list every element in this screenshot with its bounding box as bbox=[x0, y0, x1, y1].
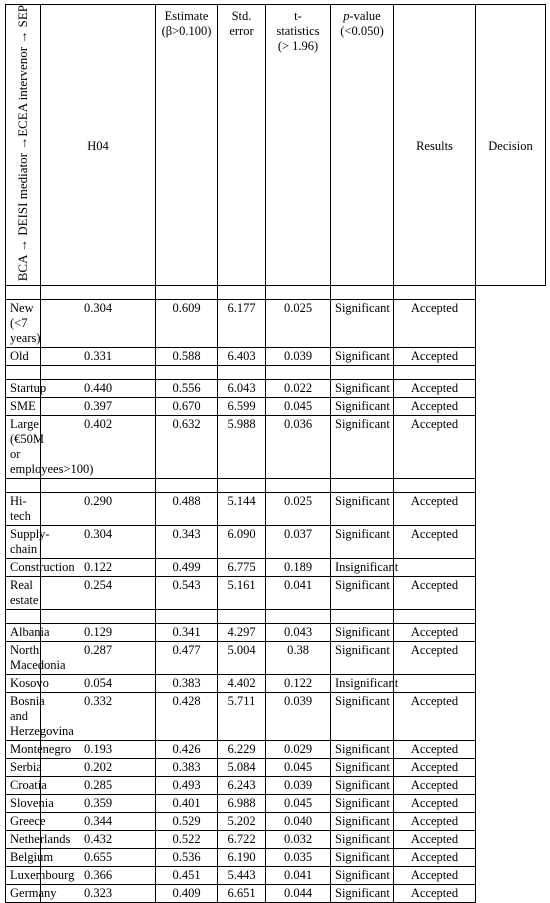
t-statistic-cell: 4.297 bbox=[218, 624, 266, 642]
decision-cell: Accepted bbox=[394, 577, 476, 610]
empty-cell bbox=[266, 286, 331, 300]
std-error-cell: 0.632 bbox=[156, 416, 218, 479]
table-row bbox=[6, 813, 546, 831]
label-cell: Kosovo bbox=[6, 675, 41, 693]
result-cell: Significant bbox=[331, 849, 394, 867]
label-cell: Luxembourg bbox=[6, 867, 41, 885]
p-value-cell: 0.035 bbox=[266, 849, 331, 867]
group-separator-row bbox=[6, 610, 546, 624]
estimate-cell: 0.304 bbox=[41, 300, 156, 348]
label-cell: Serbia bbox=[6, 759, 41, 777]
t-statistic-cell: 5.711 bbox=[218, 693, 266, 741]
table-row bbox=[6, 849, 546, 867]
empty-cell bbox=[394, 286, 476, 300]
result-cell: Significant bbox=[331, 398, 394, 416]
std-error-cell: 0.556 bbox=[156, 380, 218, 398]
result-cell: Significant bbox=[331, 300, 394, 348]
table-row bbox=[6, 526, 546, 559]
results-table-container bbox=[5, 4, 545, 901]
t-statistic-cell: 5.004 bbox=[218, 642, 266, 675]
std-error-cell: 0.522 bbox=[156, 831, 218, 849]
std-error-cell: 0.451 bbox=[156, 867, 218, 885]
empty-cell bbox=[394, 610, 476, 624]
std-error-cell: 0.493 bbox=[156, 777, 218, 795]
hypothesis-results-table bbox=[5, 4, 546, 903]
estimate-cell: 0.054 bbox=[41, 675, 156, 693]
result-cell: Significant bbox=[331, 759, 394, 777]
empty-cell bbox=[394, 366, 476, 380]
t-statistic-cell: 6.403 bbox=[218, 348, 266, 366]
std-error-cell: 0.401 bbox=[156, 795, 218, 813]
t-statistic-cell: 6.722 bbox=[218, 831, 266, 849]
header-estimate-line2: (β>0.100) bbox=[161, 24, 212, 38]
p-value-cell: 0.029 bbox=[266, 741, 331, 759]
table-row bbox=[6, 777, 546, 795]
decision-cell bbox=[394, 675, 476, 693]
result-cell: Significant bbox=[331, 831, 394, 849]
header-pvalue-threshold: (<0.050) bbox=[340, 24, 384, 38]
result-cell: Significant bbox=[331, 813, 394, 831]
decision-cell: Accepted bbox=[394, 398, 476, 416]
estimate-cell: 0.285 bbox=[41, 777, 156, 795]
estimate-cell: 0.254 bbox=[41, 577, 156, 610]
std-error-cell: 0.536 bbox=[156, 849, 218, 867]
result-cell: Significant bbox=[331, 624, 394, 642]
table-row bbox=[6, 741, 546, 759]
decision-cell: Accepted bbox=[394, 759, 476, 777]
estimate-cell: 0.122 bbox=[41, 559, 156, 577]
decision-cell: Accepted bbox=[394, 348, 476, 366]
estimate-cell: 0.397 bbox=[41, 398, 156, 416]
estimate-cell: 0.323 bbox=[41, 885, 156, 903]
estimate-cell: 0.655 bbox=[41, 849, 156, 867]
std-error-cell: 0.499 bbox=[156, 559, 218, 577]
p-value-cell: 0.037 bbox=[266, 526, 331, 559]
table-row bbox=[6, 759, 546, 777]
p-value-cell: 0.044 bbox=[266, 885, 331, 903]
header-hypothesis: H04 bbox=[41, 5, 156, 286]
t-statistic-cell: 6.243 bbox=[218, 777, 266, 795]
t-statistic-cell: 6.177 bbox=[218, 300, 266, 348]
empty-cell bbox=[6, 286, 41, 300]
result-cell: Significant bbox=[331, 642, 394, 675]
estimate-cell: 0.287 bbox=[41, 642, 156, 675]
decision-cell: Accepted bbox=[394, 849, 476, 867]
p-value-cell: 0.022 bbox=[266, 380, 331, 398]
empty-cell bbox=[6, 479, 41, 493]
empty-cell bbox=[331, 286, 394, 300]
estimate-cell: 0.402 bbox=[41, 416, 156, 479]
decision-cell: Accepted bbox=[394, 777, 476, 795]
header-tstat-line1: t- bbox=[294, 9, 302, 23]
result-cell: Significant bbox=[331, 380, 394, 398]
header-decision: Decision bbox=[476, 5, 546, 286]
decision-cell: Accepted bbox=[394, 885, 476, 903]
label-cell: Real estate bbox=[6, 577, 41, 610]
p-value-cell: 0.045 bbox=[266, 398, 331, 416]
table-row bbox=[6, 642, 546, 675]
estimate-cell: 0.366 bbox=[41, 867, 156, 885]
decision-cell: Accepted bbox=[394, 741, 476, 759]
decision-cell: Accepted bbox=[394, 867, 476, 885]
result-cell: Significant bbox=[331, 493, 394, 526]
path-label-cell bbox=[6, 5, 41, 286]
header-pvalue-p: p bbox=[343, 9, 350, 23]
std-error-cell: 0.426 bbox=[156, 741, 218, 759]
label-cell: Netherlands bbox=[6, 831, 41, 849]
table-row bbox=[6, 300, 546, 348]
group-separator-row bbox=[6, 286, 546, 300]
header-stderr-line2: error bbox=[229, 24, 254, 38]
decision-cell: Accepted bbox=[394, 813, 476, 831]
estimate-cell: 0.129 bbox=[41, 624, 156, 642]
p-value-cell: 0.025 bbox=[266, 493, 331, 526]
t-statistic-cell: 5.202 bbox=[218, 813, 266, 831]
table-row bbox=[6, 885, 546, 903]
empty-cell bbox=[218, 479, 266, 493]
result-cell: Significant bbox=[331, 777, 394, 795]
std-error-cell: 0.488 bbox=[156, 493, 218, 526]
t-statistic-cell: 5.443 bbox=[218, 867, 266, 885]
header-tstat-line2: statistics bbox=[276, 24, 320, 38]
header-row bbox=[6, 5, 546, 286]
empty-cell bbox=[266, 610, 331, 624]
t-statistic-cell: 5.161 bbox=[218, 577, 266, 610]
decision-cell bbox=[394, 559, 476, 577]
t-statistic-cell: 6.988 bbox=[218, 795, 266, 813]
empty-cell bbox=[156, 479, 218, 493]
decision-cell: Accepted bbox=[394, 300, 476, 348]
t-statistic-cell: 5.084 bbox=[218, 759, 266, 777]
table-row bbox=[6, 577, 546, 610]
decision-cell: Accepted bbox=[394, 795, 476, 813]
result-cell: Insignificant bbox=[331, 675, 394, 693]
decision-cell: Accepted bbox=[394, 380, 476, 398]
estimate-cell: 0.432 bbox=[41, 831, 156, 849]
label-cell: Large (€50M or employees>100) bbox=[6, 416, 41, 479]
header-p-value bbox=[331, 5, 394, 286]
estimate-cell: 0.193 bbox=[41, 741, 156, 759]
p-value-cell: 0.041 bbox=[266, 867, 331, 885]
std-error-cell: 0.409 bbox=[156, 885, 218, 903]
table-row bbox=[6, 675, 546, 693]
p-value-cell: 0.045 bbox=[266, 795, 331, 813]
empty-cell bbox=[266, 366, 331, 380]
table-row bbox=[6, 416, 546, 479]
empty-cell bbox=[394, 479, 476, 493]
p-value-cell: 0.039 bbox=[266, 348, 331, 366]
std-error-cell: 0.609 bbox=[156, 300, 218, 348]
label-cell: Supply-chain bbox=[6, 526, 41, 559]
estimate-cell: 0.440 bbox=[41, 380, 156, 398]
empty-cell bbox=[218, 610, 266, 624]
table-row bbox=[6, 624, 546, 642]
label-cell: Construction bbox=[6, 559, 41, 577]
estimate-cell: 0.331 bbox=[41, 348, 156, 366]
t-statistic-cell: 6.775 bbox=[218, 559, 266, 577]
table-row bbox=[6, 348, 546, 366]
label-cell: Old bbox=[6, 348, 41, 366]
p-value-cell: 0.039 bbox=[266, 777, 331, 795]
table-row bbox=[6, 380, 546, 398]
empty-cell bbox=[218, 366, 266, 380]
t-statistic-cell: 5.144 bbox=[218, 493, 266, 526]
header-pvalue-rest: -value bbox=[349, 9, 381, 23]
estimate-cell: 0.359 bbox=[41, 795, 156, 813]
table-row bbox=[6, 831, 546, 849]
empty-cell bbox=[218, 286, 266, 300]
path-label: BCA → DEISI mediator →ECEA intervenor → SEP bbox=[15, 5, 31, 282]
result-cell: Significant bbox=[331, 741, 394, 759]
label-cell: Albania bbox=[6, 624, 41, 642]
p-value-cell: 0.036 bbox=[266, 416, 331, 479]
table-row bbox=[6, 493, 546, 526]
label-cell: Greece bbox=[6, 813, 41, 831]
estimate-cell: 0.304 bbox=[41, 526, 156, 559]
header-std-error bbox=[218, 5, 266, 286]
empty-cell bbox=[156, 366, 218, 380]
label-cell: Startup bbox=[6, 380, 41, 398]
p-value-cell: 0.032 bbox=[266, 831, 331, 849]
label-cell: Hi-tech bbox=[6, 493, 41, 526]
empty-cell bbox=[41, 286, 156, 300]
std-error-cell: 0.428 bbox=[156, 693, 218, 741]
result-cell: Significant bbox=[331, 867, 394, 885]
t-statistic-cell: 6.090 bbox=[218, 526, 266, 559]
empty-cell bbox=[331, 366, 394, 380]
table-row bbox=[6, 398, 546, 416]
p-value-cell: 0.043 bbox=[266, 624, 331, 642]
label-cell: Montenegro bbox=[6, 741, 41, 759]
group-separator-row bbox=[6, 479, 546, 493]
p-value-cell: 0.38 bbox=[266, 642, 331, 675]
empty-cell bbox=[156, 286, 218, 300]
decision-cell: Accepted bbox=[394, 831, 476, 849]
decision-cell: Accepted bbox=[394, 693, 476, 741]
std-error-cell: 0.543 bbox=[156, 577, 218, 610]
result-cell: Significant bbox=[331, 416, 394, 479]
result-cell: Significant bbox=[331, 885, 394, 903]
p-value-cell: 0.045 bbox=[266, 759, 331, 777]
p-value-cell: 0.041 bbox=[266, 577, 331, 610]
decision-cell: Accepted bbox=[394, 624, 476, 642]
header-estimate bbox=[156, 5, 218, 286]
table-row bbox=[6, 693, 546, 741]
label-cell: Belgium bbox=[6, 849, 41, 867]
p-value-cell: 0.122 bbox=[266, 675, 331, 693]
estimate-cell: 0.290 bbox=[41, 493, 156, 526]
empty-cell bbox=[6, 366, 41, 380]
decision-cell: Accepted bbox=[394, 416, 476, 479]
t-statistic-cell: 6.599 bbox=[218, 398, 266, 416]
t-statistic-cell: 6.043 bbox=[218, 380, 266, 398]
std-error-cell: 0.341 bbox=[156, 624, 218, 642]
p-value-cell: 0.039 bbox=[266, 693, 331, 741]
label-cell: Croatia bbox=[6, 777, 41, 795]
label-cell: North Macedonia bbox=[6, 642, 41, 675]
t-statistic-cell: 5.988 bbox=[218, 416, 266, 479]
empty-cell bbox=[266, 479, 331, 493]
p-value-cell: 0.189 bbox=[266, 559, 331, 577]
decision-cell: Accepted bbox=[394, 526, 476, 559]
label-cell: Germany bbox=[6, 885, 41, 903]
t-statistic-cell: 4.402 bbox=[218, 675, 266, 693]
decision-cell: Accepted bbox=[394, 642, 476, 675]
label-cell: SME bbox=[6, 398, 41, 416]
result-cell: Significant bbox=[331, 795, 394, 813]
result-cell: Insignificant bbox=[331, 559, 394, 577]
empty-cell bbox=[41, 610, 156, 624]
std-error-cell: 0.477 bbox=[156, 642, 218, 675]
header-stderr-line1: Std. bbox=[231, 9, 252, 23]
header-estimate-line1: Estimate bbox=[164, 9, 209, 23]
result-cell: Significant bbox=[331, 526, 394, 559]
header-results: Results bbox=[394, 5, 476, 286]
result-cell: Significant bbox=[331, 577, 394, 610]
t-statistic-cell: 6.651 bbox=[218, 885, 266, 903]
label-cell: Bosnia and Herzegovina bbox=[6, 693, 41, 741]
t-statistic-cell: 6.190 bbox=[218, 849, 266, 867]
result-cell: Significant bbox=[331, 693, 394, 741]
estimate-cell: 0.332 bbox=[41, 693, 156, 741]
table-row bbox=[6, 795, 546, 813]
std-error-cell: 0.529 bbox=[156, 813, 218, 831]
table-body bbox=[6, 286, 546, 903]
empty-cell bbox=[41, 366, 156, 380]
std-error-cell: 0.588 bbox=[156, 348, 218, 366]
estimate-cell: 0.202 bbox=[41, 759, 156, 777]
header-tstat-line3: (> 1.96) bbox=[277, 39, 319, 53]
empty-cell bbox=[41, 479, 156, 493]
label-cell: New (<7 years) bbox=[6, 300, 41, 348]
empty-cell bbox=[331, 479, 394, 493]
std-error-cell: 0.383 bbox=[156, 675, 218, 693]
decision-cell: Accepted bbox=[394, 493, 476, 526]
std-error-cell: 0.670 bbox=[156, 398, 218, 416]
result-cell: Significant bbox=[331, 348, 394, 366]
label-cell: Slovenia bbox=[6, 795, 41, 813]
p-value-cell: 0.025 bbox=[266, 300, 331, 348]
std-error-cell: 0.343 bbox=[156, 526, 218, 559]
group-separator-row bbox=[6, 366, 546, 380]
estimate-cell: 0.344 bbox=[41, 813, 156, 831]
empty-cell bbox=[156, 610, 218, 624]
table-row bbox=[6, 867, 546, 885]
t-statistic-cell: 6.229 bbox=[218, 741, 266, 759]
table-row bbox=[6, 559, 546, 577]
p-value-cell: 0.040 bbox=[266, 813, 331, 831]
header-t-statistics bbox=[266, 5, 331, 286]
std-error-cell: 0.383 bbox=[156, 759, 218, 777]
empty-cell bbox=[331, 610, 394, 624]
empty-cell bbox=[6, 610, 41, 624]
